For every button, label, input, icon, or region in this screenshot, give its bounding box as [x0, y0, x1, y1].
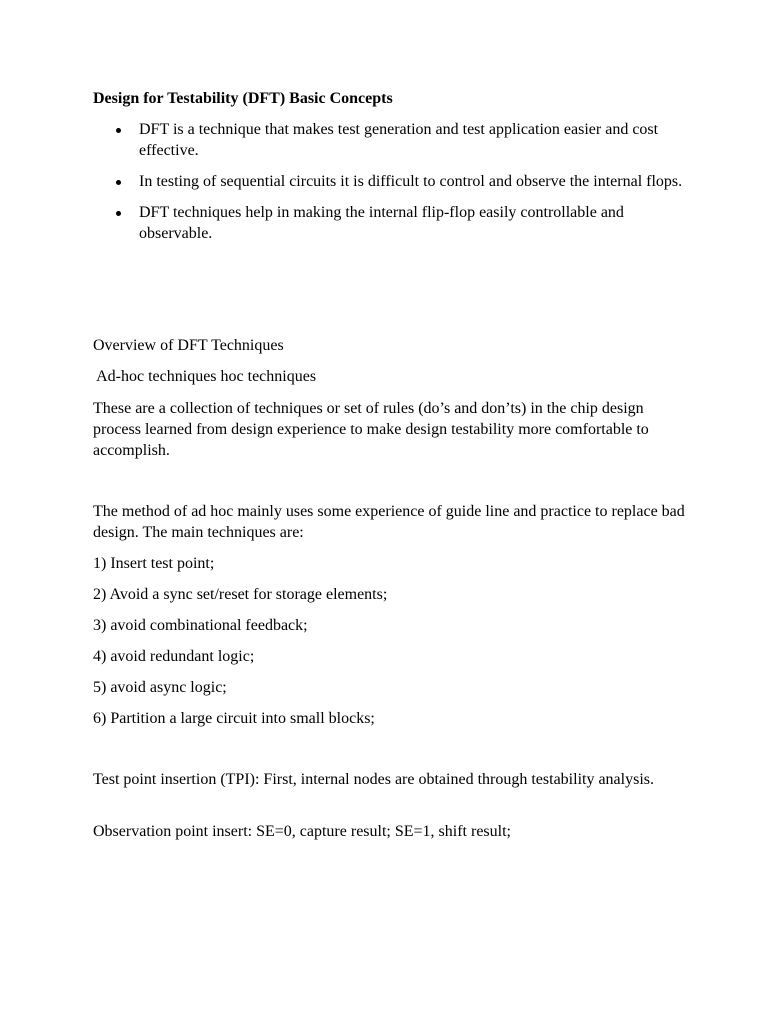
observation-paragraph: Observation point insert: SE=0, capture result; SE=1, shift result;: [93, 823, 511, 840]
document-title: Design for Testability (DFT) Basic Concepts: [93, 90, 393, 107]
adhoc-heading: Ad-hoc techniques hoc techniques: [93, 368, 317, 385]
bullet-text: DFT is a technique that makes test generation and test application easier and cost effective.: [139, 121, 659, 159]
tpi-paragraph: Test point insertion (TPI): First, internal nodes are obtained through testability analysis.: [93, 771, 654, 788]
technique-item: 5) avoid async logic;: [93, 679, 227, 696]
technique-item: 2) Avoid a sync set/reset for storage elements;: [93, 586, 388, 603]
technique-item: 4) avoid redundant logic;: [93, 648, 255, 665]
overview-heading: Overview of DFT Techniques: [93, 337, 284, 354]
bullet-text: DFT techniques help in making the internal flip-flop easily controllable and observable.: [139, 204, 624, 242]
bullet-item: [93, 119, 693, 161]
adhoc-description: These are a collection of techniques or set of rules (do’s and don’ts) in the chip design process learned from design experience to make design testability more comfortable to accomplish.: [93, 400, 649, 459]
bullet-icon: [116, 180, 121, 185]
technique-item: 1) Insert test point;: [93, 555, 215, 572]
bullet-icon: [116, 211, 121, 216]
technique-item: 6) Partition a large circuit into small blocks;: [93, 710, 375, 727]
bullet-text: In testing of sequential circuits it is difficult to control and observe the internal flops.: [139, 173, 683, 190]
bullet-icon: [116, 128, 121, 133]
bullet-item: [93, 171, 693, 192]
method-paragraph: The method of ad hoc mainly uses some experience of guide line and practice to replace bad design. The main techniques are:: [93, 503, 685, 541]
bullet-item: [93, 202, 693, 244]
technique-item: 3) avoid combinational feedback;: [93, 617, 308, 634]
concepts-bullet-list: [93, 119, 693, 254]
